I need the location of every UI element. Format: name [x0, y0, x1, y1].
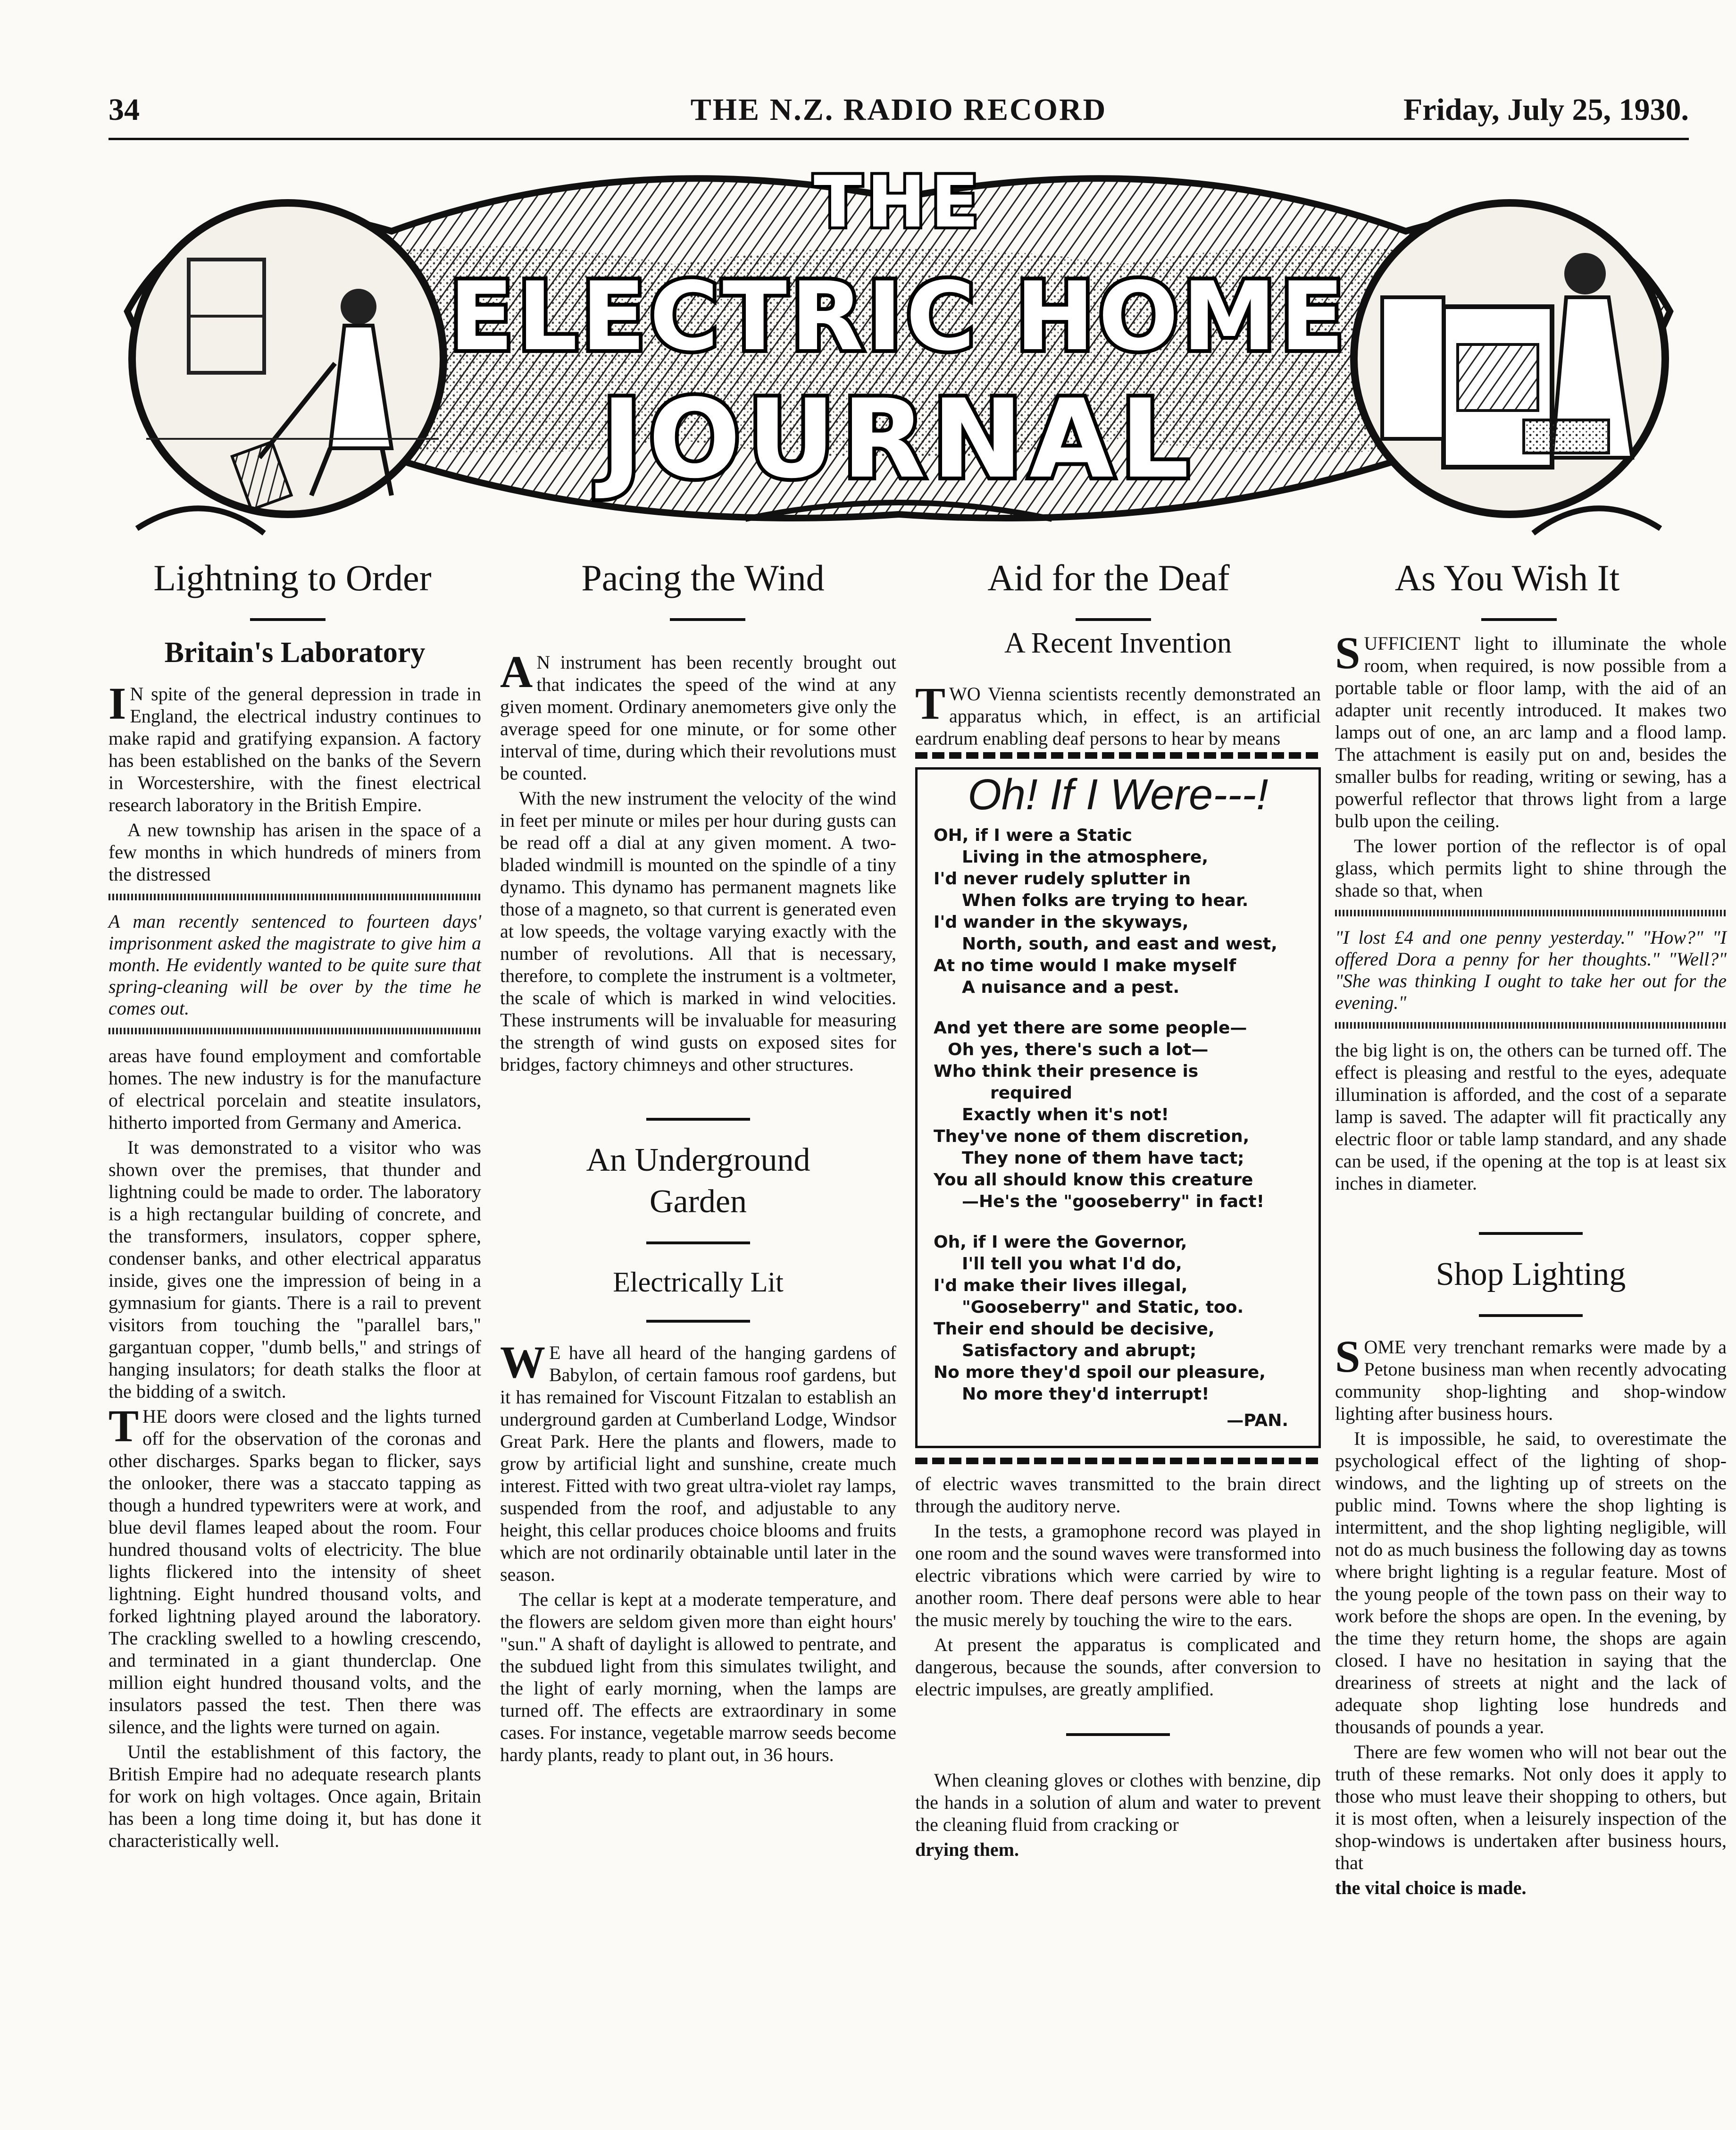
paragraph-ending: the vital choice is made. [1335, 1877, 1527, 1898]
heading-garden: Garden [649, 1183, 747, 1220]
heading-underground: An Underground [586, 1142, 810, 1178]
poem-line: I'd wander in the skyways, [934, 913, 1189, 932]
poem-line: —He's the "gooseberry" in fact! [962, 1192, 1265, 1211]
poem-line: Satisfactory and abrupt; [962, 1341, 1197, 1360]
ornamental-rule [915, 1458, 1321, 1464]
poem-line: North, south, and east and west, [962, 934, 1277, 954]
paragraph: SOME very trenchant remarks were made by a Petone business man when recently advocating community shop-lighting and shop-window lighting after business hours. [1335, 1331, 1727, 1424]
poem-line: "Gooseberry" and Static, too. [962, 1298, 1244, 1317]
poem-box [915, 767, 1321, 1448]
paragraph: In the tests, a gramophone record was played in one room and the sound waves were transformed into electric vibrations which were carried by wire to another room. There deaf persons were able to hear the music merely by touching the wire to the ears. [915, 1520, 1321, 1630]
journal-banner [108, 156, 1689, 547]
left-vignette [132, 203, 443, 514]
paragraph: The cellar is kept at a moderate temperature, and the flowers are seldom given more than eight hours' "sun." A shaft of daylight is allowed to pentrate, and the subdued light from this simulates twilight, and the light of early morning, when the lamps are turned off. The effects are extraordinary in some cases. For instance, vegetable marrow seeds become hardy plants, ready to plant out, in 36 hours. [500, 1589, 896, 1765]
poem-line: required [990, 1083, 1072, 1103]
poem-line: No more they'd spoil our pleasure, [934, 1363, 1266, 1382]
dotted-rule [108, 894, 481, 900]
filler-anecdote: A man recently sentenced to fourteen days' imprisonment asked the magistrate to give him a month. He evidently wanted to be quite sure that spring-cleaning will be over by the time he comes out. [108, 911, 481, 1019]
column-aid-deaf [915, 627, 1321, 1863]
paragraph: The lower portion of the reflector is of opal glass, which permits light to shine through the shade so that, when [1335, 835, 1727, 901]
paragraph: Until the establishment of this factory, the British Empire had no adequate research plants for work on high voltages. Once again, Britain has been a long time doing it, but has done it characteristically well. [108, 1741, 481, 1851]
subhead-britains-laboratory: Britain's Laboratory [164, 637, 426, 669]
poem-stanza [934, 1017, 1302, 1213]
poem-title: Oh! If I Were---! [968, 771, 1269, 819]
banner-word-electric-home: ELECTRIC HOME [449, 262, 1348, 372]
heading-rule [670, 618, 745, 621]
paragraph: At present the apparatus is complicated and dangerous, because the sounds, after conversion to electric impulses, are greatly amplified. [915, 1634, 1321, 1700]
heading-rule [1481, 618, 1557, 621]
poem-signature: —PAN. [1227, 1411, 1288, 1430]
paragraph: THE doors were closed and the lights turned off for the observation of the coronas and other discharges. Sparks began to flicker, says the onlooker, there was a staccato tapping as though a hundred typewriters were at work, and blue devil flames leaped about the room. Four hundred thousand volts of electricity. The blue lights flickered into the intensity of sheet lightning. Eight hundred thousand volts, and forked lightning played around the laboratory. The crackling swelled to a howling crescendo, and terminated in a giant thunderclap. One million eight hundred thousand volts, and the insulators passed the test. Then there was silence, and the lights were turned on again. [108, 1400, 481, 1737]
paragraph: the big light is on, the others can be turned off. The effect is pleasing and restful to the eyes, adequate illumination is afforded, and the cost of a separate lamp is saved. The adapter will fit practically any electric floor or table lamp standard, and any shade can be used, if the opening at the top is at least six inches in diameter. [1335, 1040, 1727, 1194]
paragraph-ending: drying them. [915, 1839, 1019, 1860]
ornamental-rule [915, 752, 1321, 759]
section-rule [1479, 1314, 1583, 1317]
paragraph: With the new instrument the velocity of the wind in feet per minute or miles per hour during gusts can be read off a dial at any given moment. A two-bladed windmill is mounted on the spindle of a tiny dynamo. This dynamo has permanent magnets like those of a magneto, so that current is generated even at low speeds, the voltage varying exactly with the number of revolutions. All that is necessary, therefore, to complete the instrument is a voltmeter, the scale of which is marked in wind velocities. These instruments will be invaluable for measuring the strength of wind gusts on exposed sites for bridges, factory chimneys and other structures. [500, 788, 896, 1075]
dotted-rule [1335, 910, 1727, 916]
poem-line: I'd never rudely splutter in [934, 869, 1191, 889]
poem-line: No more they'd interrupt! [962, 1384, 1210, 1404]
section-rule [1479, 1232, 1583, 1235]
paragraph: A new township has arisen in the space of a few months in which hundreds of miners from the distressed [108, 819, 481, 885]
poem-line: When folks are trying to hear. [962, 891, 1249, 910]
paragraph: When cleaning gloves or clothes with benzine, dip the hands in a solution of alum and water to prevent the cleaning fluid from cracking or [915, 1769, 1321, 1835]
dotted-rule [108, 1028, 481, 1034]
poem-line: Their end should be decisive, [934, 1319, 1215, 1339]
poem-line: I'll tell you what I'd do, [962, 1254, 1182, 1274]
heading-rule [1076, 618, 1151, 621]
issue-date: Friday, July 25, 1930. [1403, 92, 1689, 127]
poem-line: Who think their presence is [934, 1062, 1199, 1081]
poem [934, 825, 1302, 1432]
paragraph: It was demonstrated to a visitor who was shown over the premises, that thunder and lightning could be made to order. The laboratory is a high rectangular building of concrete, and the transformers, insulators, copper sphere, condenser banks, and other electrical apparatus inside, gives one the impression of being in a gymnasium for giants. There is a rail to prevent visitors from touching the "parallel bars," gargantuan copper, "dumb bells," and strings of hanging insulators; for death stalks the floor at the bidding of a switch. [108, 1137, 481, 1402]
banner-word-journal: JOURNAL [601, 377, 1196, 503]
poem-line: Living in the atmosphere, [962, 847, 1209, 867]
poem-stanza [934, 825, 1302, 998]
section-rule [646, 1241, 750, 1244]
heading-aid-for-the-deaf: Aid for the Deaf [987, 557, 1230, 598]
poem-line: They've none of them discretion, [934, 1127, 1250, 1146]
paragraph: There are few women who will not bear out the truth of these remarks. Not only does it apply to those who must leave their shopping to others, but it is most often, when a leisurely inspection of the shop-windows is undertaken after business hours, that [1335, 1741, 1727, 1873]
heading-rule [250, 618, 326, 621]
poem-line: And yet there are some people— [934, 1018, 1247, 1038]
paragraph: TWO Vienna scientists recently demonstrated an apparatus which, in effect, is an artificial eardrum enabling deaf persons to hear by means [915, 678, 1321, 749]
banner-illustration [108, 156, 1689, 547]
poem-line: Exactly when it's not! [962, 1105, 1169, 1124]
filler-anecdote: "I lost £4 and one penny yesterday." "How?" "I offered Dora a penny for her thoughts." "Well?" "She was thinking I ought to take her out for the evening." [1335, 927, 1727, 1013]
publication-title: THE N.Z. RADIO RECORD [690, 92, 1107, 127]
poem-line: A nuisance and a pest. [962, 978, 1180, 997]
paragraph: SUFFICIENT light to illuminate the whole room, when required, is now possible from a portable table or floor lamp, with the aid of an adapter unit recently introduced. It makes two lamps out of one, an arc lamp and a flood lamp. The attachment is easily put on and, besides the smaller bulbs for reading, writing or sewing, has a powerful reflector that throws light from a large bulb upon the ceiling. [1335, 628, 1727, 831]
subhead-electrically-lit: Electrically Lit [613, 1266, 784, 1298]
paragraph: WE have all heard of the hanging gardens of Babylon, of certain famous roof gardens, but it has remained for Viscount Fitzalan to establish an underground garden at Cumberland Lodge, Windsor Great Park. Here the plants and flowers, made to grow by artificial light and sunshine, create much interest. Fitted with two great ultra-violet ray lamps, suspended from the roof, and adjustable to any height, this cellar produces choice blooms and fruits which are not ordinarily obtainable until later in the season. [500, 1337, 896, 1585]
poem-line: Oh yes, there's such a lot— [948, 1040, 1209, 1059]
paragraph: It is impossible, he said, to overestimate the psychological effect of the lighting of shop-windows, and the lighting up of streets on the public mind. Towns where the shop lighting is intermittent, and the shop lighting negligible, will not do as much business the following day as towns where bright lighting is a regular feature. Most of the young people of the town pass on their way to work before the shops are open. In the evening, by the time they return home, the shops are again closed. I have no hesitation in saying that the dreariness of streets at night and the lack of adequate shop lighting lose hundreds and thousands of pounds a year. [1335, 1428, 1727, 1737]
banner-word-the: THE [813, 161, 984, 243]
poem-line: OH, if I were a Static [934, 826, 1132, 845]
subhead-recent-invention: A Recent Invention [1004, 627, 1232, 659]
column-lightning [108, 637, 481, 1854]
poem-line: They none of them have tact; [962, 1149, 1244, 1168]
section-rule [646, 1118, 750, 1121]
heading-as-you-wish-it: As You Wish It [1394, 557, 1620, 598]
heading-lightning-to-order: Lightning to Order [153, 557, 432, 598]
poem-line: You all should know this creature [934, 1170, 1253, 1190]
poem-line: Oh, if I were the Governor, [934, 1233, 1187, 1252]
masthead [108, 92, 1689, 134]
poem-stanza [934, 1232, 1302, 1405]
heading-shop-lighting: Shop Lighting [1436, 1256, 1626, 1292]
column-pacing-wind [500, 646, 896, 1769]
page-number: 34 [108, 92, 140, 127]
paragraph: AN instrument has been recently brought out that indicates the speed of the wind at any given moment. Ordinary anemometers give only the average speed for one minute, or for some other interval of time, during which their revolutions must be counted. [500, 646, 896, 784]
dotted-rule [1335, 1022, 1727, 1029]
paragraph: of electric waves transmitted to the brain direct through the auditory nerve. [915, 1473, 1321, 1517]
poem-line: At no time would I make myself [934, 956, 1236, 975]
poem-line: I'd make their lives illegal, [934, 1276, 1188, 1295]
paragraph: areas have found employment and comfortable homes. The new industry is for the manufacture of electrical porcelain and steatite insulators, hitherto imported from Germany and America. [108, 1045, 481, 1133]
paragraph: IN spite of the general depression in trade in England, the electrical industry continues to make rapid and gratifying expansion. A factory has been established on the banks of the Severn in Worcestershire, with the finest electrical research laboratory in the British Empire. [108, 678, 481, 815]
heading-pacing-the-wind: Pacing the Wind [581, 557, 825, 598]
section-rule [646, 1320, 750, 1323]
masthead-rule [108, 138, 1689, 140]
column-headings [108, 557, 1689, 609]
column-as-you-wish [1335, 628, 1727, 1902]
section-rule [1066, 1733, 1170, 1736]
